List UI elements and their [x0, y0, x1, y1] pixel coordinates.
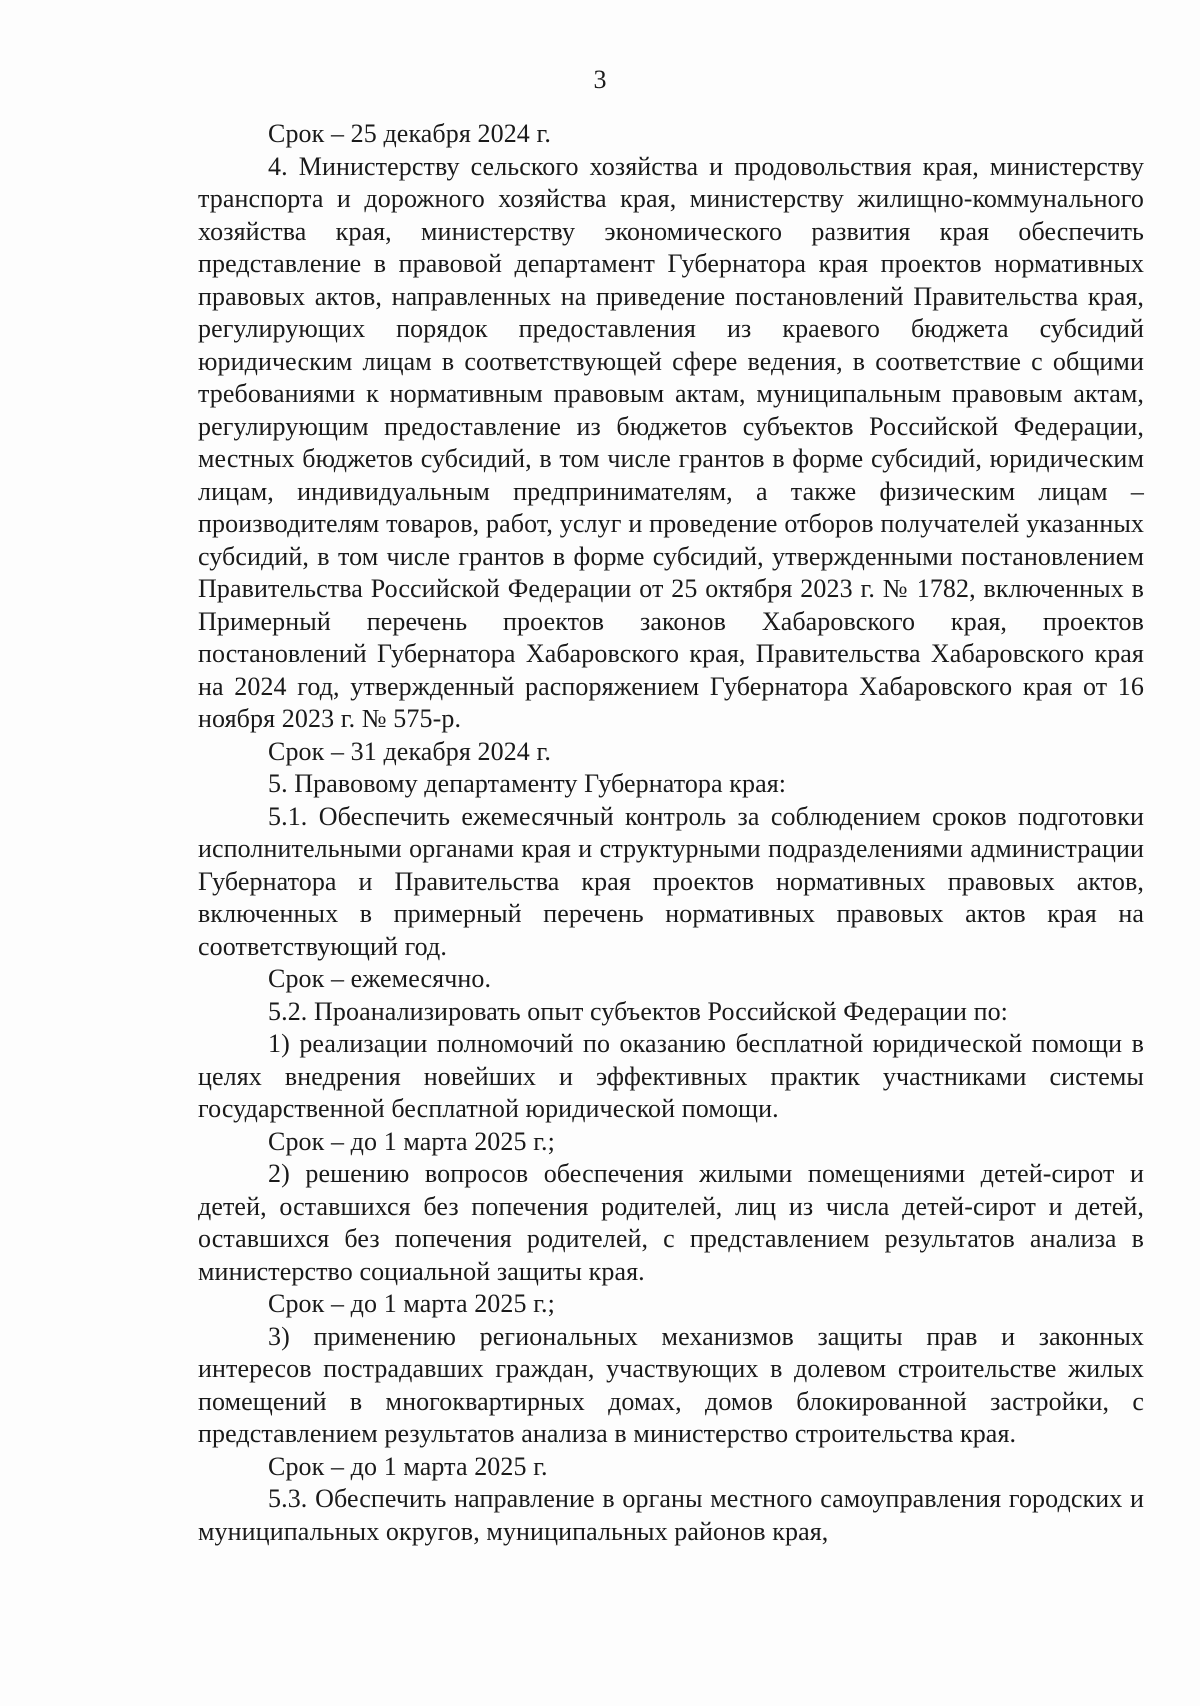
- paragraph: 1) реализации полномочий по оказанию бесплатной юридической помощи в целях внедрения новейших и эффективных практик участниками системы государственной бесплатной юридической помощи.: [198, 1029, 1144, 1123]
- paragraph: 5. Правовому департаменту Губернатора края:: [268, 769, 787, 798]
- paragraph: 5.2. Проанализировать опыт субъектов Российской Федерации по:: [268, 996, 1009, 1026]
- paragraph: 2) решению вопросов обеспечения жилыми помещениями детей-сирот и детей, оставшихся без попечения родителей, лиц из числа детей-сирот и детей, оставшихся без попечения родителей, с представлением результатов анализа в министерство социальной защиты края.: [198, 1159, 1144, 1286]
- paragraph-deadline: Срок – до 1 марта 2025 г.;: [268, 1289, 555, 1318]
- paragraph-deadline: Срок – до 1 марта 2025 г.;: [268, 1126, 555, 1156]
- paragraph-deadline: Срок – 25 декабря 2024 г.: [268, 119, 551, 148]
- paragraph: 3) применению региональных механизмов защиты прав и законных интересов пострадавших граждан, участвующих в долевом строительстве жилых помещений в многоквартирных домах, домов блокированной застройки, с представлением результатов анализа в министерство строительства края.: [198, 1321, 1144, 1448]
- paragraph: 4. Министерству сельского хозяйства и продовольствия края, министерству транспорта и дорожного хозяйства края, министерству жилищно-коммунального хозяйства края, министерству экономического развития края обеспечить представление в правовой департамент Губернатора края проектов нормативных правовых актов, направленных на приведение постановлений Правительства края, регулирующих порядок предоставления из краевого бюджета субсидий юридическим лицам в соответствующей сфере ведения, в соответствие с общими требованиями к нормативным правовым актам, муниципальным правовым актам, регулирующим предоставление из бюджетов субъектов Российской Федерации, местных бюджетов субсидий, в том числе грантов в форме субсидий, юридическим лицам, индивидуальным предпринимателям, а также физическим лицам – производителям товаров, работ, услуг и проведение отборов получателей указанных субсидий, в том числе грантов в форме субсидий, утвержденными постановлением Правительства Российской Федерации от 25 октября 2023 г. № 1782, включенных в Примерный перечень проектов законов Хабаровского края, проектов постановлений Губернатора Хабаровского края, Правительства Хабаровского края на 2024 год, утвержденный распоряжением Губернатора Хабаровского края от 16 ноября 2023 г. № 575-р.: [198, 151, 1144, 733]
- document-body: [198, 118, 1144, 1548]
- paragraph-deadline: Срок – 31 декабря 2024 г.: [268, 736, 551, 766]
- paragraph: 5.3. Обеспечить направление в органы местного самоуправления городских и муниципальных округов, муниципальных районов края,: [198, 1484, 1144, 1546]
- paragraph-deadline: Срок – ежемесячно.: [268, 964, 492, 993]
- paragraph: 5.1. Обеспечить ежемесячный контроль за соблюдением сроков подготовки исполнительными органами края и структурными подразделениями администрации Губернатора и Правительства края проектов нормативных правовых актов, включенных в примерный перечень нормативных правовых актов края на соответствующий год.: [198, 801, 1144, 961]
- page-number: 3: [593, 65, 607, 94]
- paragraph-deadline: Срок – до 1 марта 2025 г.: [268, 1451, 548, 1481]
